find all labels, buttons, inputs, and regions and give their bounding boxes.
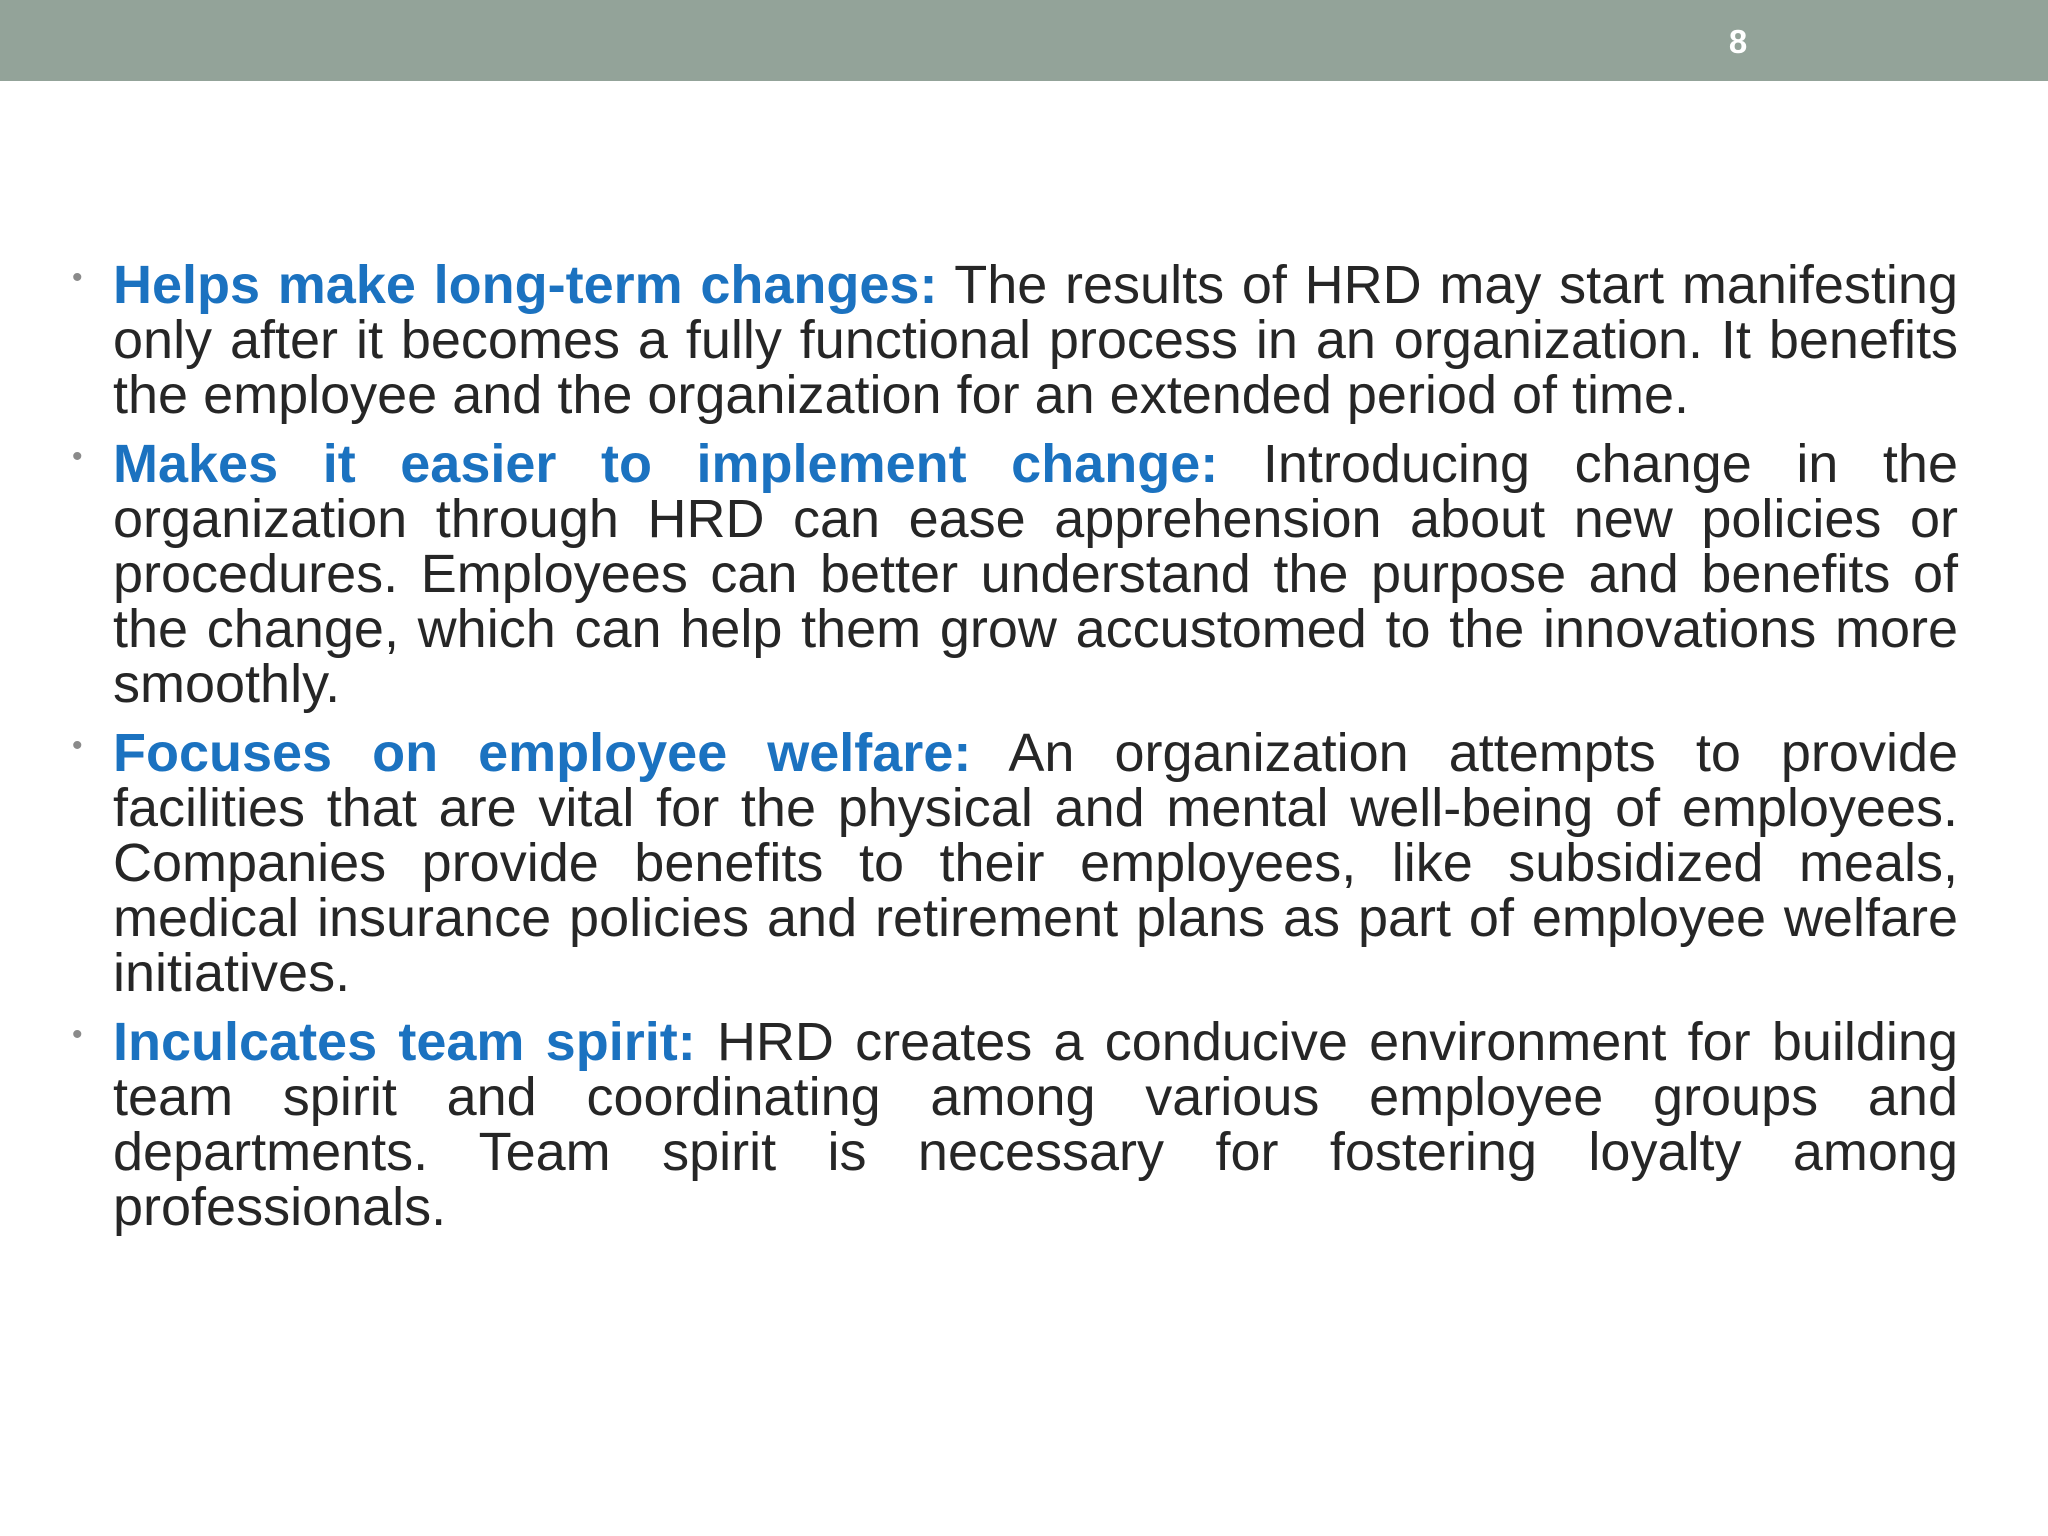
bullet-heading: Inculcates team spirit: [113,1012,696,1072]
bullet-text: HRD creates a conducive environment for building team spirit and coordinating among various employee groups and departments. Team spirit is necessary for fostering loyalty among professionals. [113,1012,1958,1237]
bullet-heading: Helps make long-term changes: [113,255,938,315]
bullet-item [68,255,1958,425]
bullet-icon: • [72,261,83,294]
bullet-item [68,434,1958,714]
bullet-icon: • [72,729,83,762]
bullet-item [68,1012,1958,1237]
bullet-text: The results of HRD may start manifesting only after it becomes a fully functional process in an organization. It benefits the employee and the organization for an extended period of time. [113,255,1958,425]
bullet-icon: • [72,1018,83,1051]
bullet-heading: Makes it easier to implement change: [113,434,1219,494]
bullet-text: Introducing change in the organization through HRD can ease apprehension about new policies or procedures. Employees can better understand the purpose and benefits of the change, which can help them grow accustomed to the innovations more smoothly. [113,434,1958,714]
header-bar [0,0,2048,81]
bullet-heading: Focuses on employee welfare: [113,723,972,783]
bullet-list [68,255,1959,1249]
bullet-item [68,723,1959,1003]
bullet-icon: • [72,440,83,473]
bullet-text: An organization attempts to provide facilities that are vital for the physical and mental well-being of employees. Companies provide benefits to their employees, like subsidized meals, medical insurance policies and retirement plans as part of employee welfare initiatives. [113,723,1959,1003]
page-number: 8 [1728,23,1748,60]
